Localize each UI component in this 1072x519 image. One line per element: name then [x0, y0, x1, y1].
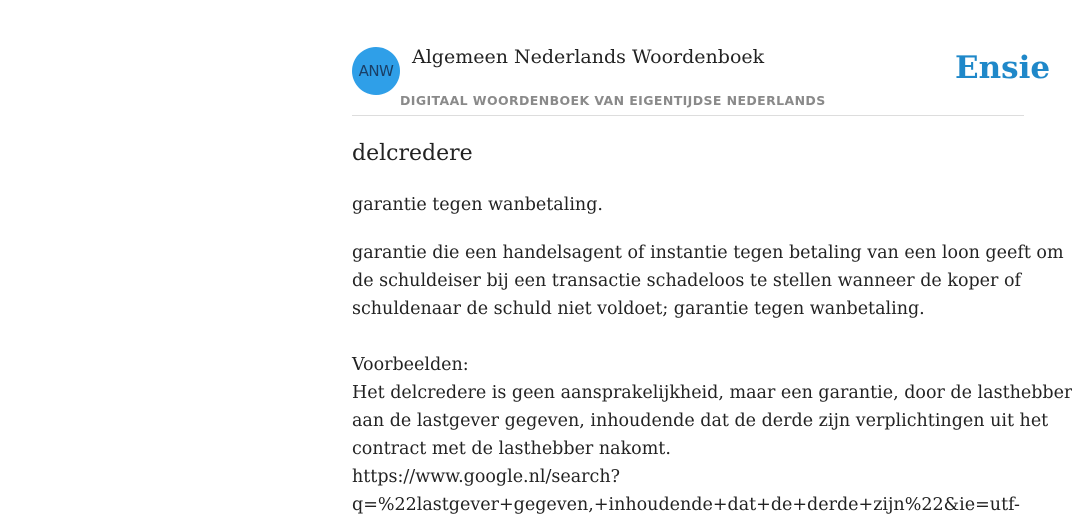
anw-logo[interactable]: [352, 47, 400, 95]
definition-line: garantie die een handelsagent of instantie tegen betaling van een loon geeft om: [352, 243, 1064, 263]
paragraph-gap: [352, 323, 1072, 351]
site-subtitle: DIGITAAL WOORDENBOEK VAN EIGENTIJDSE NEDERLANDS: [400, 93, 826, 108]
source-line: q=%22lastgever+gegeven,+inhoudende+dat+de+derde+zijn%22&ie=utf-: [352, 495, 1020, 515]
short-definition: garantie tegen wanbetaling.: [352, 195, 603, 215]
example-line: Het delcredere is geen aansprakelijkheid, maar een garantie, door de lasthebber: [352, 383, 1072, 403]
logo-text: ANW: [358, 62, 394, 80]
examples-label: Voorbeelden:: [352, 355, 469, 375]
entry-term: delcredere: [352, 141, 473, 166]
source-line: https://www.google.nl/search?: [352, 467, 620, 487]
definition-line: de schuldeiser bij een transactie schadeloos te stellen wanneer de koper of: [352, 271, 1021, 291]
definition-line: schuldenaar de schuld niet voldoet; garantie tegen wanbetaling.: [352, 299, 925, 319]
site-title[interactable]: Algemeen Nederlands Woordenboek: [412, 46, 765, 68]
ensie-brand-link[interactable]: Ensie: [955, 50, 1051, 86]
example-line: contract met de lasthebber nakomt.: [352, 439, 671, 459]
header-divider: [352, 115, 1024, 116]
entry-body: [352, 239, 1072, 519]
example-line: aan de lastgever gegeven, inhoudende dat de derde zijn verplichtingen uit het: [352, 411, 1049, 431]
